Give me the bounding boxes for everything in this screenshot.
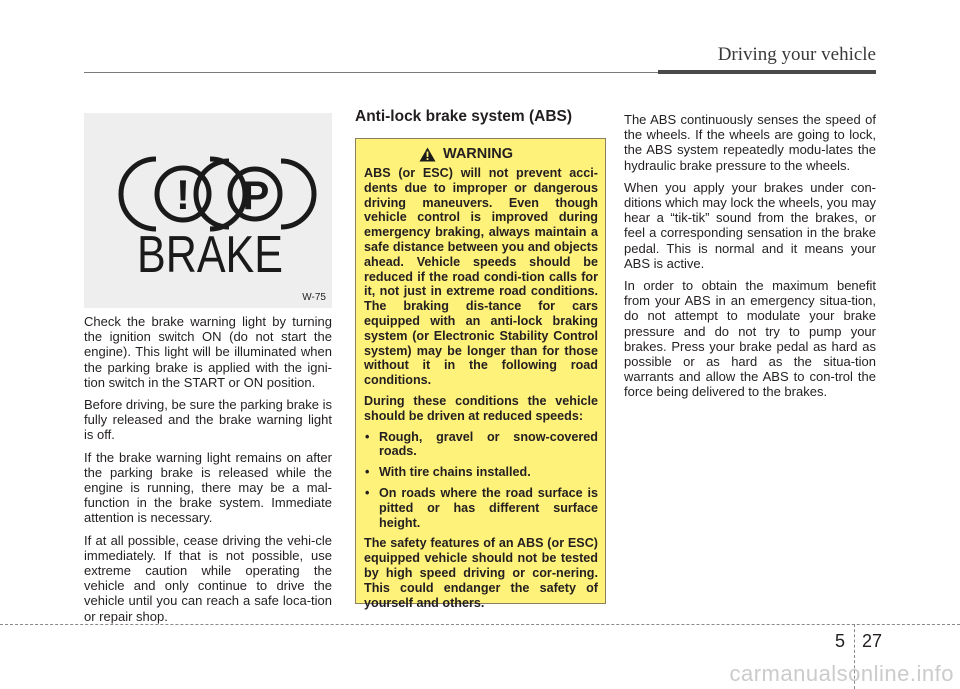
warning-lead: During these conditions the vehicle should be driven at reduced speeds: bbox=[364, 393, 598, 423]
header-rule-accent bbox=[658, 70, 876, 74]
right-column bbox=[624, 112, 876, 407]
warning-title-text: WARNING bbox=[442, 146, 514, 163]
paragraph: Before driving, be sure the parking brake is fully released and the brake warning light is off. bbox=[84, 397, 332, 443]
warning-list bbox=[364, 430, 598, 531]
paragraph: In order to obtain the maximum benefit from your ABS in an emergency situa-tion, do not attempt to modulate your brake pressure and do not try to pump your brakes. Press your brake pedal as hard as possible or as hard as the situa-tion warrants and allow the ABS to con-trol the force being delivered to the brakes. bbox=[624, 278, 876, 400]
section-heading: Anti-lock brake system (ABS) bbox=[355, 108, 573, 125]
footer-rule bbox=[0, 624, 960, 625]
paragraph: If at all possible, cease driving the vehi-cle immediately. If that is not possible, use extreme caution while operating the vehicle and only continue to drive the vehicle until you can reach a safe loca-tion or repair shop. bbox=[84, 532, 332, 624]
brake-warning-icon bbox=[84, 113, 332, 308]
left-column bbox=[84, 314, 332, 631]
paragraph: Check the brake warning light by turning the ignition switch ON (do not start the engine). This light will be illuminated when the parking brake is applied with the igni-tion switch in the START or ON position. bbox=[84, 314, 332, 390]
chapter-number: 5 bbox=[835, 631, 846, 651]
brake-word: BRAKE bbox=[137, 226, 283, 284]
warning-box bbox=[355, 138, 606, 610]
page-number: 27 bbox=[862, 631, 883, 651]
watermark: carmanualsonline.info bbox=[729, 661, 954, 686]
figure-code: W-75 bbox=[302, 292, 326, 303]
warning-intro: ABS (or ESC) will not prevent acci-dents due to improper or dangerous driving maneuvers. Even though vehicle control is improved during emergency braking, always maintain a safe distance between you and objects ahead. Vehicle speeds should be reduced if the road condi-tion calls for it, not just in extreme road conditions. The braking dis-tance for cars equipped with an anti-lock braking system (or Electronic Stability Control system) may be longer than for those without it in the following road conditions. bbox=[364, 166, 598, 388]
list-item: • With tire chains installed. bbox=[364, 465, 598, 480]
paragraph: When you apply your brakes under con-ditions which may lock the wheels, you may hear a “tik-tik” sound from the brakes, or feel a corresponding sensation in the brake pedal. This is normal and it means your ABS is active. bbox=[624, 179, 876, 271]
warning-title bbox=[364, 147, 598, 162]
page-header-title: Driving your vehicle bbox=[717, 44, 876, 65]
paragraph: The ABS continuously senses the speed of the wheels. If the wheels are going to lock, the ABS system repeatedly modu-lates the hydraulic brake pressure to the wheels. bbox=[624, 112, 876, 173]
warning-triangle-icon bbox=[419, 147, 436, 162]
exclaim-glyph: ! bbox=[176, 171, 190, 218]
park-glyph: P bbox=[242, 174, 270, 218]
warning-closing: The safety features of an ABS (or ESC) equipped vehicle should not be tested by high speed driving or cor-nering. This could endanger the safety of yourself and others. bbox=[364, 536, 598, 610]
brake-warning-light-figure bbox=[84, 113, 332, 308]
list-item: • Rough, gravel or snow-covered roads. bbox=[364, 430, 598, 460]
paragraph: If the brake warning light remains on after the parking brake is released while the engine is running, there may be a mal-function in the brake system. Immediate attention is necessary. bbox=[84, 449, 332, 526]
list-item: • On roads where the road surface is pitted or has different surface height. bbox=[364, 486, 598, 530]
